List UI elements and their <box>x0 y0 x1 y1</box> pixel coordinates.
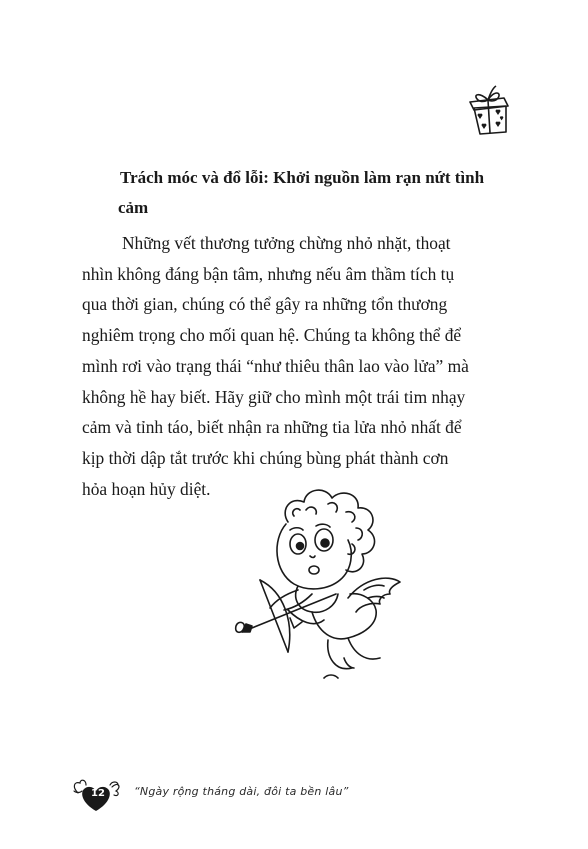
paragraph-line: nhìn không đáng bận tâm, nhưng nếu âm thầm tích tụ <box>82 263 455 284</box>
section-heading <box>120 163 520 223</box>
paragraph-line: hỏa hoạn hủy diệt. <box>82 478 211 499</box>
paragraph-line: kịp thời dập tắt trước khi chúng bùng phát thành cơn <box>82 447 449 468</box>
paragraph-line: mình rơi vào trạng thái “như thiêu thân lao vào lửa” mà <box>82 355 469 376</box>
paragraph-line: nghiêm trọng cho mối quan hệ. Chúng ta không thể để <box>82 325 462 346</box>
running-footer-title: “Ngày rộng tháng dài, đôi ta bền lâu” <box>134 785 349 798</box>
paragraph-line: không hề hay biết. Hãy giữ cho mình một trái tim nhạy <box>82 386 466 407</box>
paragraph-line: cảm và tỉnh táo, biết nhận ra những tia lửa nhỏ nhất để <box>82 417 462 438</box>
body-paragraph <box>82 228 520 504</box>
cupid-illustration <box>228 482 416 690</box>
gift-box-icon <box>460 82 516 142</box>
heading-line-2: cảm <box>118 198 149 217</box>
paragraph-line: Những vết thương tưởng chừng nhỏ nhặt, thoạt <box>122 233 451 253</box>
page-number: 12 <box>91 788 105 799</box>
heading-line-1: Trách móc và đổ lỗi: Khởi nguồn làm rạn nứt tình <box>120 168 485 187</box>
paragraph-line: qua thời gian, chúng có thể gây ra những tổn thương <box>82 294 448 315</box>
